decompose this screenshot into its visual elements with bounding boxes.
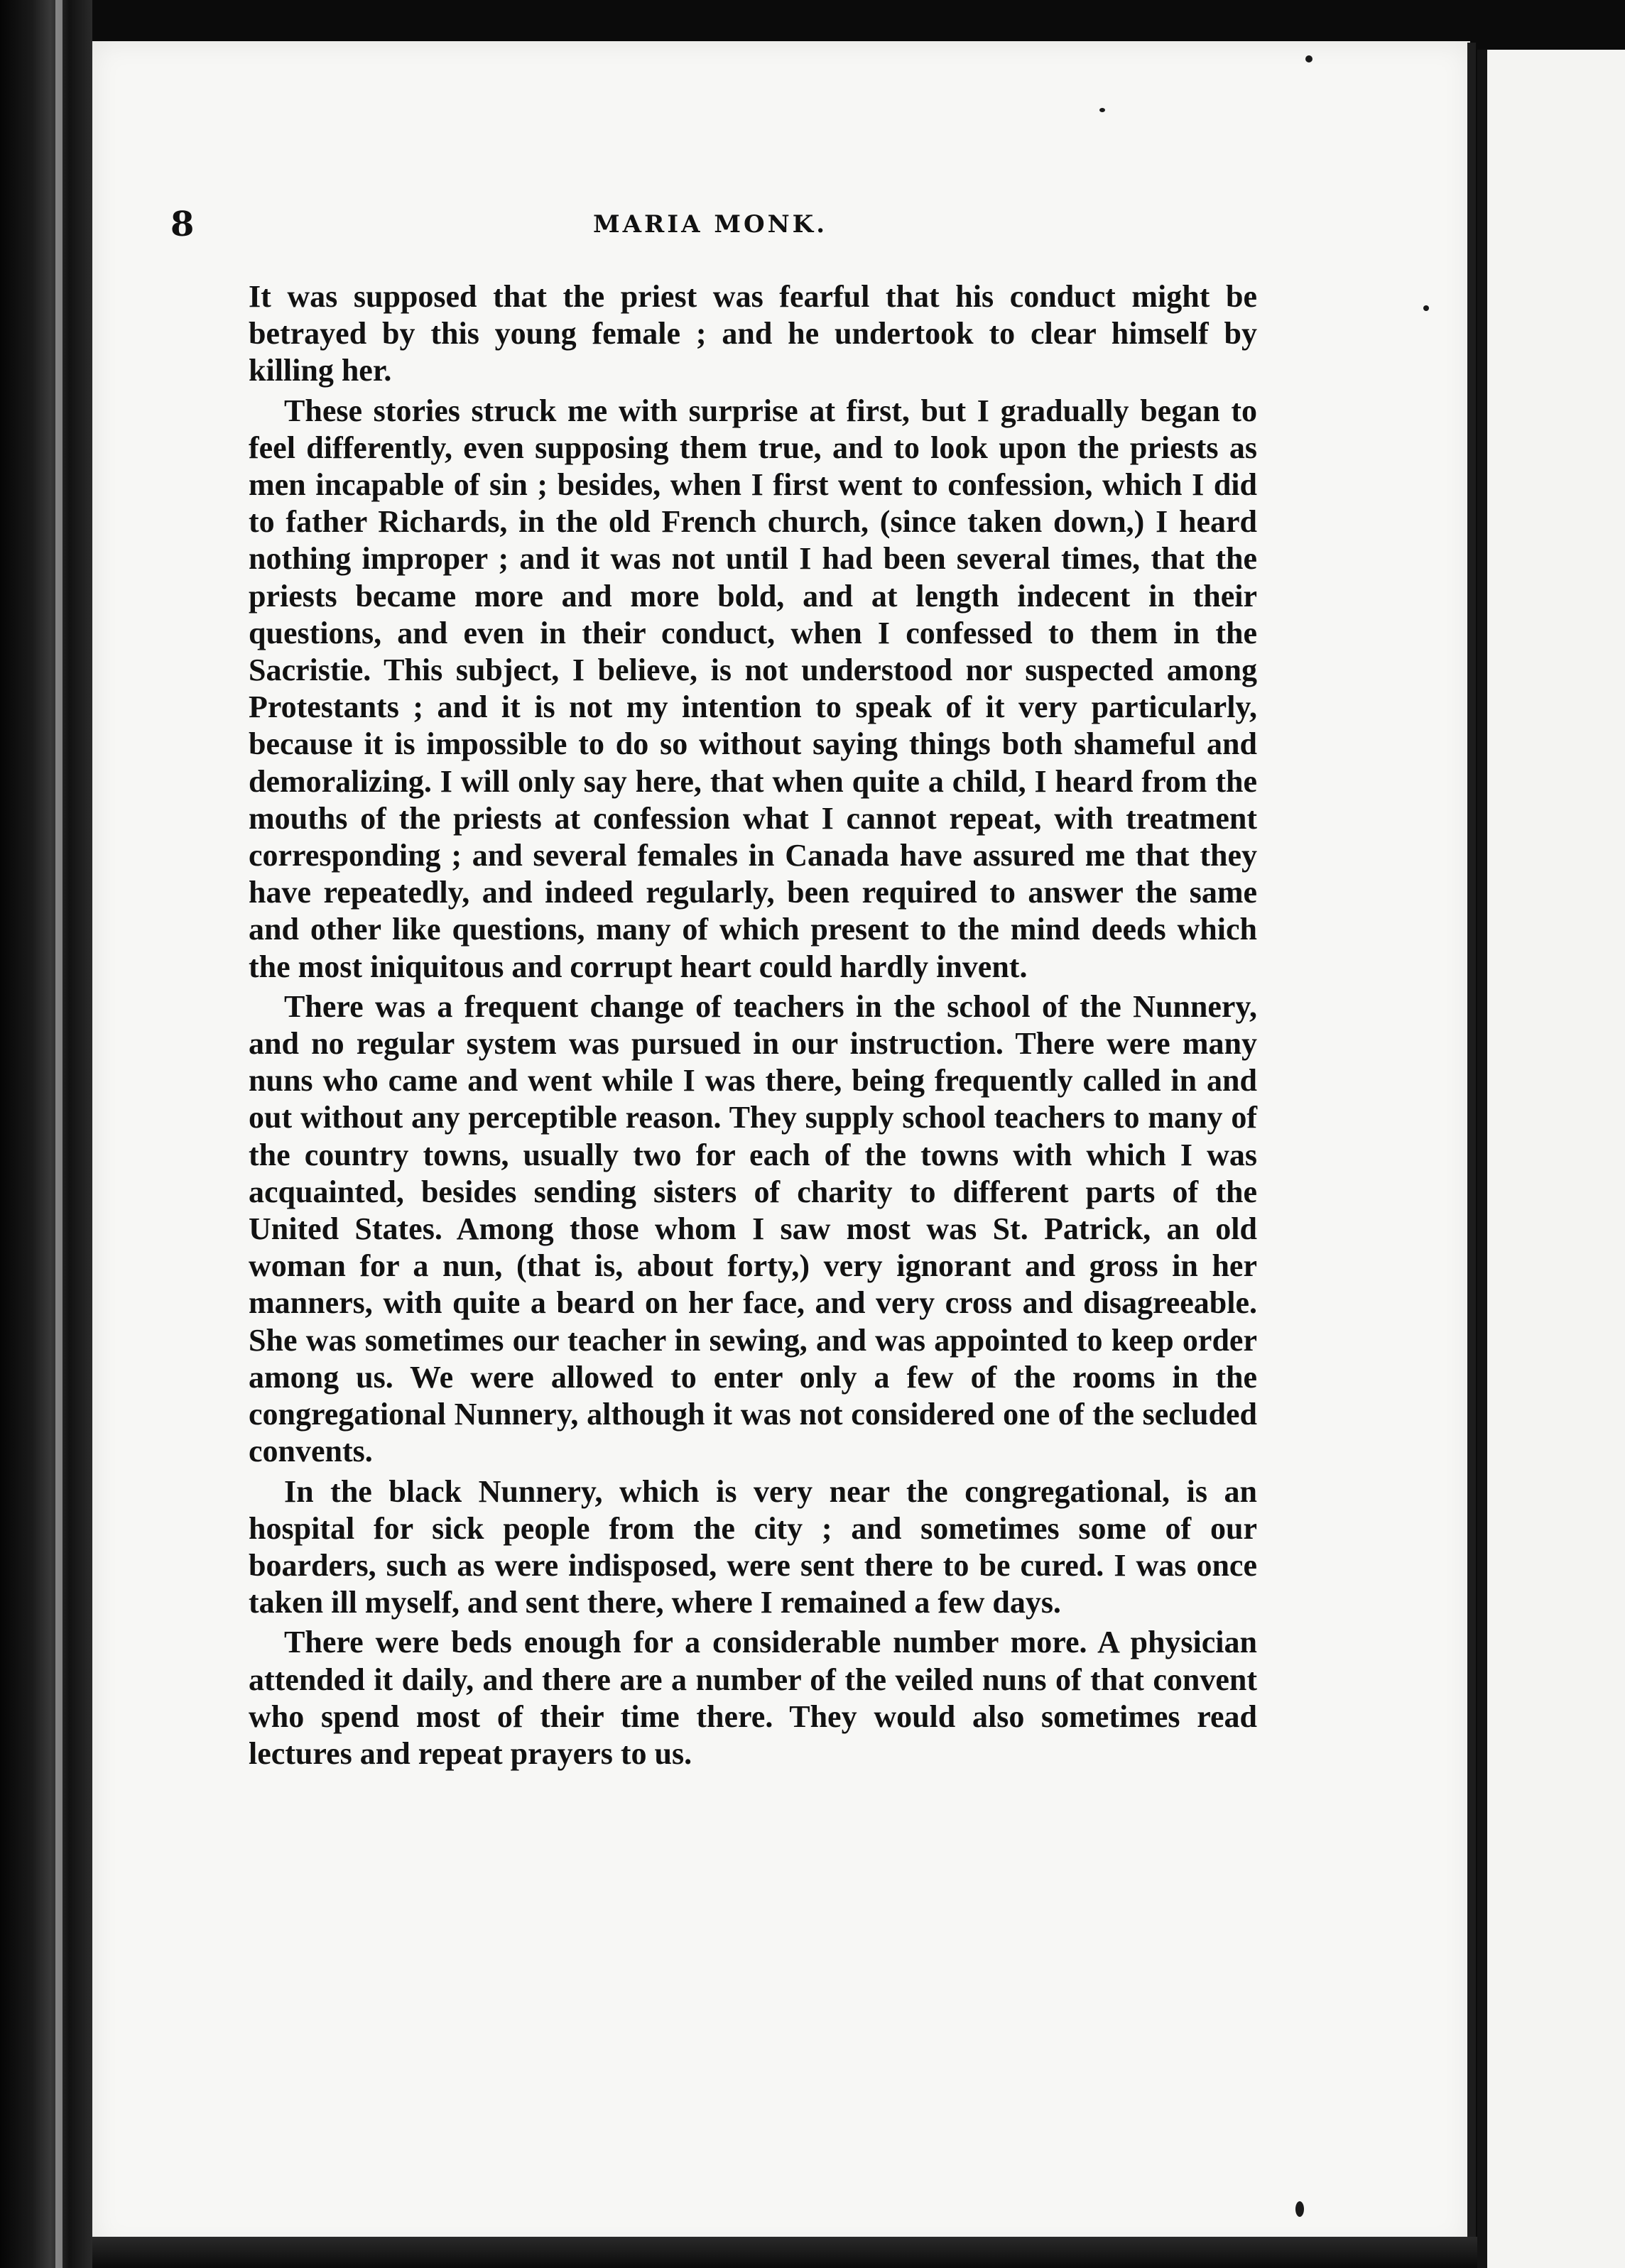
paragraph-5: There were beds enough for a considerable number more. A physician attended it daily, and there are a number of the veiled nuns of that convent who spend most of their time there. They would also sometimes read lectures and repeat prayers to us. (249, 1625, 1257, 1771)
book-binding-edge (0, 0, 92, 2268)
adjacent-page-edge (1477, 50, 1625, 2268)
scan-speck (1099, 108, 1105, 112)
paragraph-4: In the black Nunnery, which is very near the congregational, is an hospital for sick people from the city ; and sometimes some of our boarders, such as were indisposed, were sent there to be cured. I was once taken ill myself, and sent there, where I remained a few days. (249, 1473, 1257, 1620)
paragraph-2: These stories struck me with surprise at first, but I gradually began to feel differently, even supposing them true, and to look upon the priests as men incapable of sin ; besides, when I first went to confession, which I did to father Richards, in the old French church, (since taken down,) I heard nothing improper ; and it was not until I had been several times, that the priests became more and more bold, and at length indecent in their questions, and even in their conduct, when I confessed to them in the Sacristie. This subject, I believe, is not understood nor suspected among Protestants ; and it is not my intention to speak of it very particularly, because it is impossible to do so without saying things both shameful and demoralizing. I will only say here, that when quite a child, I heard from the mouths of the priests at confession what I cannot repeat, with treatment corresponding ; and several females in Canada have assured me that they have repeatedly, and indeed regularly, been required to answer the same and other like questions, many of which present to the mind deeds which the most iniquitous and corrupt heart could hardly invent. (249, 393, 1257, 984)
page-bottom-edge (92, 2237, 1477, 2268)
scan-speck (1295, 2201, 1304, 2217)
page-header (170, 205, 1250, 247)
page-gutter (1467, 43, 1476, 2268)
page-number: 8 (170, 205, 195, 244)
scan-speck (1305, 55, 1312, 62)
page-body (249, 278, 1257, 1772)
scan-speck (1423, 305, 1429, 311)
paragraph-3: There was a frequent change of teachers in the school of the Nunnery, and no regular system was pursued in our instruction. There were many nuns who came and went while I was there, being frequently called in and out without any perceptible reason. They supply school teachers to many of the country towns, usually two for each of the towns with which I was acquainted, besides sending sisters of charity to different parts of the United States. Among those whom I saw most was St. Patrick, an old woman for a nun, (that is, about forty,) very ignorant and gross in her manners, with quite a beard on her face, and very cross and disagreeable. She was sometimes our teacher in sewing, and was appointed to keep order among us. We were allowed to enter only a few of the rooms in the congregational Nunnery, although it was not considered one of the secluded convents. (249, 988, 1257, 1469)
paragraph-1: It was supposed that the priest was fearful that his conduct might be betrayed by this young female ; and he undertook to clear himself by killing her. (249, 279, 1257, 388)
running-head: MARIA MONK. (592, 210, 828, 239)
